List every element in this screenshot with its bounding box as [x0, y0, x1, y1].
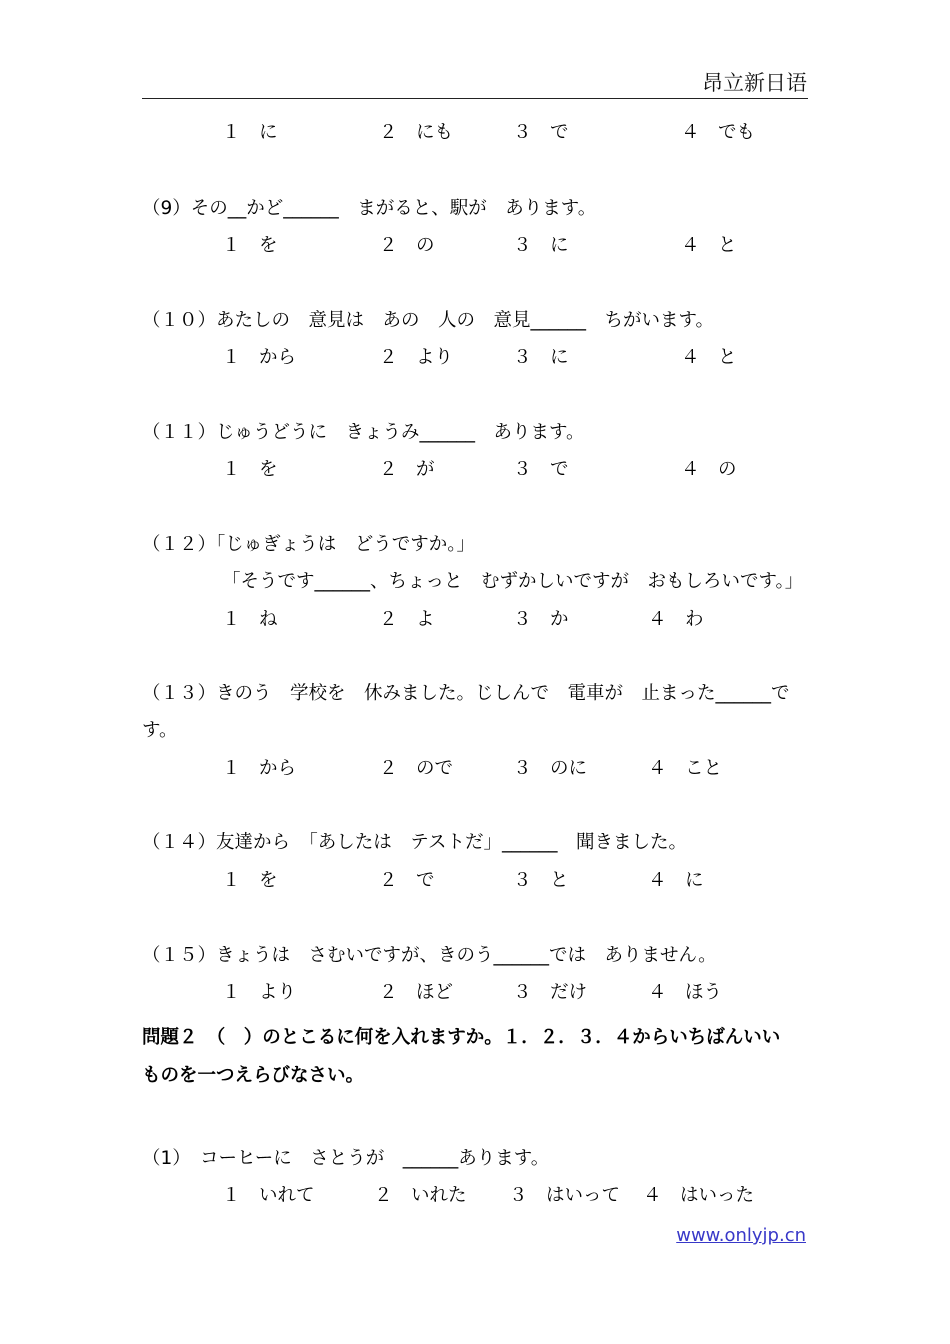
- question-9-stem-row: [0, 198, 950, 220]
- option-2: ２ より: [379, 347, 454, 368]
- option-2: ２ にも: [379, 122, 454, 143]
- option-1: １ ね: [222, 609, 278, 630]
- option-1: １ から: [222, 758, 297, 779]
- question-11-stem-row: [0, 422, 950, 444]
- option-3: ３ だけ: [513, 982, 588, 1003]
- section-2-heading-continued: ものを一つえらびなさい。: [142, 1065, 365, 1086]
- option-3: ３ と: [513, 870, 569, 891]
- question-stem-continued: 「そうです______、ちょっと むずかしいですが おもしろいです。」: [222, 571, 804, 592]
- option-3: ３ か: [513, 609, 569, 630]
- option-4: ４ でも: [681, 122, 756, 143]
- question-15-options: [0, 982, 950, 1004]
- section-2-heading-row-2: [0, 1065, 950, 1087]
- question-15-stem-row: [0, 945, 950, 967]
- option-4: ４ の: [681, 459, 737, 480]
- option-row-continued: [0, 122, 950, 144]
- question-13-stem-row-2: [0, 720, 950, 742]
- question-12-stem-row: [0, 534, 950, 556]
- question-stem: （１０）あたしの 意見は あの 人の 意見______ ちがいます。: [142, 310, 715, 331]
- option-4: ４ に: [648, 870, 704, 891]
- question-13-stem-row: [0, 683, 950, 705]
- question-10-options: [0, 347, 950, 369]
- option-3: ３ で: [513, 122, 569, 143]
- option-2: ２ よ: [379, 609, 435, 630]
- section-2-question-1-stem-row: [0, 1148, 950, 1170]
- question-14-options: [0, 870, 950, 892]
- question-11-options: [0, 459, 950, 481]
- option-1: １ を: [222, 459, 278, 480]
- option-4: ４ こと: [648, 758, 723, 779]
- option-4: ４ はいった: [643, 1185, 755, 1206]
- section-2-question-1-options: [0, 1185, 950, 1207]
- question-9-options: [0, 235, 950, 257]
- question-stem: （１５）きょうは さむいですが、きのう______では ありません。: [142, 945, 717, 966]
- option-4: ４ ほう: [648, 982, 723, 1003]
- option-1: １ を: [222, 870, 278, 891]
- section-2-heading: 問題２ （ ）のとこるに何を入れますか。１．２．３．４からいちばんいい: [142, 1027, 781, 1048]
- question-stem: （１１）じゅうどうに きょうみ______ あります。: [142, 422, 585, 443]
- footer-website-link[interactable]: www.onlyjp.cn: [676, 1225, 806, 1246]
- question-13-options: [0, 758, 950, 780]
- option-2: ２ で: [379, 870, 435, 891]
- header-title: 昂立新日语: [702, 71, 807, 95]
- question-12-options: [0, 609, 950, 631]
- question-stem: （１４）友達から 「あしたは テストだ」______ 聞きました。: [142, 832, 688, 853]
- question-stem: （１３）きのう 学校を 休みました。じしんで 電車が 止まった______で: [142, 683, 790, 704]
- option-1: １ から: [222, 347, 297, 368]
- option-2: ２ の: [379, 235, 435, 256]
- option-2: ２ が: [379, 459, 435, 480]
- option-1: １ を: [222, 235, 278, 256]
- option-3: ３ に: [513, 347, 569, 368]
- option-4: ４ わ: [648, 609, 704, 630]
- section-2-heading-row: [0, 1027, 950, 1049]
- option-1: １ に: [222, 122, 278, 143]
- option-2: ２ ので: [379, 758, 454, 779]
- question-stem: （9）その__かど______ まがると、駅が あります。: [142, 198, 597, 219]
- question-stem-continued: す。: [142, 720, 178, 741]
- option-3: ３ に: [513, 235, 569, 256]
- question-14-stem-row: [0, 832, 950, 854]
- question-12-stem-row-2: [0, 571, 950, 593]
- option-4: ４ と: [681, 347, 737, 368]
- option-3: ３ で: [513, 459, 569, 480]
- question-stem: （1） コーヒーに さとうが ______あります。: [142, 1148, 550, 1169]
- option-2: ２ ほど: [379, 982, 454, 1003]
- option-3: ３ はいって: [509, 1185, 621, 1206]
- option-1: １ より: [222, 982, 297, 1003]
- question-stem: （１２）「じゅぎょうは どうですか。」: [142, 534, 476, 555]
- header-rule: [142, 98, 808, 99]
- option-3: ３ のに: [513, 758, 588, 779]
- option-4: ４ と: [681, 235, 737, 256]
- question-10-stem-row: [0, 310, 950, 332]
- option-2: ２ いれた: [374, 1185, 467, 1206]
- option-1: １ いれて: [222, 1185, 315, 1206]
